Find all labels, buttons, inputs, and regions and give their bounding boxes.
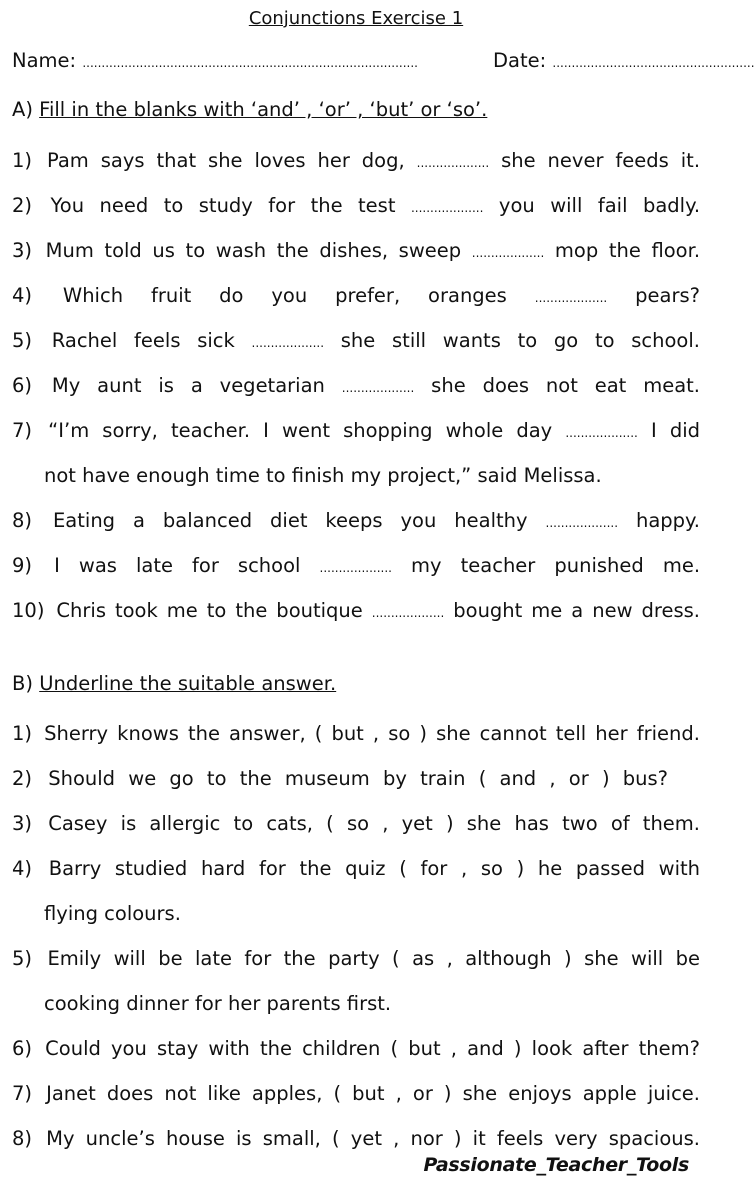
question-number: 5) [12,329,33,352]
section-a-instruction: Fill in the blanks with ‘and’ , ‘or’ , ‘but’ or ‘so’. [39,98,488,121]
question-text-after: she still wants to go to school. [340,329,700,352]
question-text[interactable]: Barry studied hard for the quiz ( for , so ) he passed with [48,857,701,880]
answer-blank[interactable]: ................... [371,606,445,620]
question-text-after: mop the floor. [554,239,701,262]
question-text-after: bought me a new dress. [453,599,701,622]
section-b-letter: B) [12,672,33,695]
question-a-7 [12,419,700,445]
question-number: 8) [12,509,33,532]
section-a-letter: A) [12,98,33,121]
question-b-8 [12,1127,700,1151]
question-number: 8) [12,1127,33,1150]
question-text-before: Which fruit do you prefer, oranges [62,284,507,307]
question-a-10 [12,599,700,625]
name-label: Name: [12,49,77,72]
question-number: 7) [12,1082,33,1105]
section-b-heading [12,672,336,696]
question-b-5-continued: cooking dinner for her parents first. [44,992,392,1015]
question-number: 7) [12,419,33,442]
question-b-4-continued: flying colours. [44,902,181,925]
question-b-5 [12,947,700,971]
question-text[interactable]: Janet does not like apples, ( but , or ) she enjoys apple juice. [46,1082,700,1105]
question-a-8 [12,509,700,535]
question-a-2 [12,194,700,220]
question-text-after: she does not eat meat. [431,374,701,397]
question-a-5 [12,329,700,355]
date-blank: ..................................................... [552,56,755,70]
footer-credit: Passionate_Teacher_Tools [423,1154,689,1176]
question-number: 3) [12,239,33,262]
question-text-before: I was late for school [54,554,301,577]
question-number: 6) [12,1037,33,1060]
answer-blank[interactable]: ................... [410,201,484,215]
question-number: 1) [12,149,33,172]
answer-blank[interactable]: ................... [341,381,415,395]
question-text-before: Chris took me to the boutique [56,599,363,622]
question-text[interactable]: My uncle’s house is small, ( yet , nor ) it feels very spacious. [46,1127,700,1150]
section-b-instruction: Underline the suitable answer. [39,672,337,695]
date-field [493,49,755,75]
question-number: 9) [12,554,33,577]
question-a-3 [12,239,700,265]
answer-blank[interactable]: ................... [319,561,392,575]
question-text[interactable]: Should we go to the museum by train ( and , or ) bus? [48,767,669,790]
question-text[interactable]: Emily will be late for the party ( as , although ) she will be [47,947,701,970]
question-text-after: she never feeds it. [501,149,701,172]
question-a-7-continued: not have enough time to finish my project,” said Melissa. [44,464,602,487]
question-b-6 [12,1037,700,1061]
question-b-7 [12,1082,700,1106]
question-text[interactable]: Casey is allergic to cats, ( so , yet ) she has two of them. [48,812,700,835]
question-text-before: You need to study for the test [50,194,396,217]
worksheet-title: Conjunctions Exercise 1 [248,8,464,29]
question-number: 2) [12,767,33,790]
answer-blank[interactable]: ................... [545,516,619,530]
question-a-4 [12,284,700,310]
question-b-3 [12,812,700,836]
section-a-heading [12,98,487,122]
name-blank: ........................................................................................ [82,56,418,70]
question-number: 3) [12,812,33,835]
question-text-before: Pam says that she loves her dog, [46,149,405,172]
question-text-after: you will fail badly. [498,194,701,217]
question-b-2 [12,767,668,791]
question-number: 5) [12,947,33,970]
question-text-before: “I’m sorry, teacher. I went shopping whole day [48,419,553,442]
question-number: 1) [12,722,33,745]
question-text-before: Mum told us to wash the dishes, sweep [45,239,462,262]
answer-blank[interactable]: ................... [471,246,545,260]
question-number: 6) [12,374,33,397]
question-b-4 [12,857,700,881]
question-text-before: My aunt is a vegetarian [51,374,325,397]
question-number: 10) [12,599,45,622]
question-b-1 [12,722,700,746]
answer-blank[interactable]: ................... [251,336,325,350]
question-number: 4) [12,857,33,880]
question-text-after: I did [650,419,700,442]
question-a-9 [12,554,700,580]
date-label: Date: [493,49,547,72]
question-text-before: Rachel feels sick [51,329,235,352]
name-field [12,49,418,75]
question-text-after: happy. [635,509,701,532]
question-text-after: pears? [635,284,700,307]
question-number: 2) [12,194,33,217]
question-a-1 [12,149,700,175]
question-text-after: my teacher punished me. [411,554,701,577]
answer-blank[interactable]: ................... [416,156,490,170]
question-text[interactable]: Sherry knows the answer, ( but , so ) she cannot tell her friend. [44,722,700,745]
answer-blank[interactable]: ................... [565,426,638,440]
question-text[interactable]: Could you stay with the children ( but , and ) look after them? [45,1037,700,1060]
answer-blank[interactable]: ................... [534,291,608,305]
question-a-6 [12,374,700,400]
question-text-before: Eating a balanced diet keeps you healthy [52,509,528,532]
question-number: 4) [12,284,33,307]
